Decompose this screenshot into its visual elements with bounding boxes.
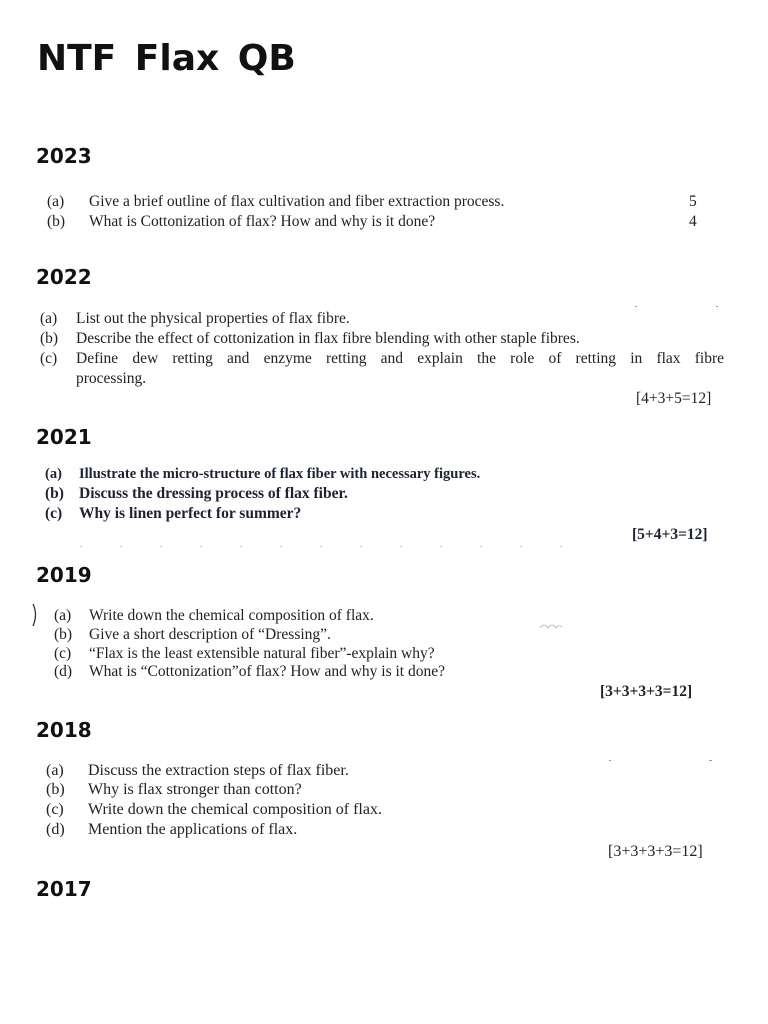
scan-speck: [80, 546, 600, 547]
question-row: [0, 485, 768, 505]
question-text: Give a brief outline of flax cultivation and fiber extraction process.: [89, 193, 505, 210]
question-label: (b): [54, 626, 73, 643]
question-label: (d): [46, 821, 65, 838]
scan-speck: [716, 306, 718, 307]
question-row: [0, 350, 768, 370]
question-text: List out the physical properties of flax fibre.: [76, 310, 350, 327]
question-text: What is “Cottonization”of flax? How and why is it done?: [89, 663, 445, 680]
question-mark-value: 5: [689, 193, 697, 210]
question-text: Discuss the extraction steps of flax fiber.: [88, 762, 349, 779]
year-heading-2023: 2023: [36, 144, 92, 168]
question-text: Discuss the dressing process of flax fiber.: [79, 485, 348, 502]
question-row: [0, 505, 768, 525]
question-text: What is Cottonization of flax? How and why is it done?: [89, 213, 436, 230]
marks-row: [0, 526, 768, 546]
scan-speck: [635, 306, 637, 307]
question-text: Define dew retting and enzyme retting and explain the role of retting in flax fibre: [76, 350, 724, 367]
question-label: (b): [46, 781, 65, 798]
page-title: NTF Flax QB: [37, 38, 296, 79]
year-heading-2018: 2018: [36, 718, 92, 742]
question-label: (c): [54, 645, 72, 662]
question-text: Why is flax stronger than cotton?: [88, 781, 302, 798]
marks-distribution: [3+3+3+3=12]: [608, 843, 703, 860]
year-heading-2017: 2017: [36, 877, 92, 901]
question-row: [0, 821, 768, 841]
question-label: (c): [46, 801, 64, 818]
question-label: (b): [40, 330, 59, 347]
marks-row: [0, 843, 768, 863]
scan-speck: [609, 760, 611, 761]
question-mark-value: 4: [689, 213, 697, 230]
question-row: [0, 781, 768, 801]
question-row: [0, 213, 768, 233]
question-row: [0, 330, 768, 350]
question-label: (a): [54, 607, 72, 624]
question-text-continuation: processing.: [76, 370, 147, 387]
question-label: (a): [46, 762, 64, 779]
question-row: [0, 663, 768, 683]
question-row-continuation: [0, 370, 768, 390]
question-row: [0, 626, 768, 646]
scan-smudge: [538, 620, 564, 632]
question-row: [0, 645, 768, 665]
question-row: [0, 801, 768, 821]
question-row: [0, 193, 768, 213]
question-row: [0, 466, 768, 486]
question-label: (a): [40, 310, 58, 327]
question-label: (c): [45, 505, 63, 522]
marks-row: [0, 683, 768, 703]
question-label: (b): [45, 485, 64, 502]
scan-bracket-mark: [30, 602, 40, 628]
question-text: Mention the applications of flax.: [88, 821, 298, 838]
question-text: Why is linen perfect for summer?: [79, 505, 302, 522]
question-text: Write down the chemical composition of flax.: [89, 607, 374, 624]
question-label: (a): [45, 466, 62, 482]
scan-speck: [709, 760, 712, 761]
year-heading-2021: 2021: [36, 425, 92, 449]
question-row: [0, 607, 768, 627]
question-text: Describe the effect of cottonization in flax fibre blending with other staple fibres.: [76, 330, 580, 347]
question-text: Illustrate the micro-structure of flax fiber with necessary figures.: [79, 466, 481, 482]
marks-distribution: [4+3+5=12]: [636, 390, 712, 407]
year-heading-2019: 2019: [36, 563, 92, 587]
question-text: Write down the chemical composition of flax.: [88, 801, 382, 818]
question-label: (a): [47, 193, 65, 210]
marks-distribution: [3+3+3+3=12]: [600, 683, 693, 700]
year-heading-2022: 2022: [36, 265, 92, 289]
question-row: [0, 310, 768, 330]
question-label: (b): [47, 213, 66, 230]
marks-row: [0, 390, 768, 410]
question-text: “Flax is the least extensible natural fiber”-explain why?: [89, 645, 435, 662]
question-label: (c): [40, 350, 58, 367]
question-label: (d): [54, 663, 73, 680]
question-text: Give a short description of “Dressing”.: [89, 626, 331, 643]
question-row: [0, 762, 768, 782]
marks-distribution: [5+4+3=12]: [632, 526, 708, 543]
